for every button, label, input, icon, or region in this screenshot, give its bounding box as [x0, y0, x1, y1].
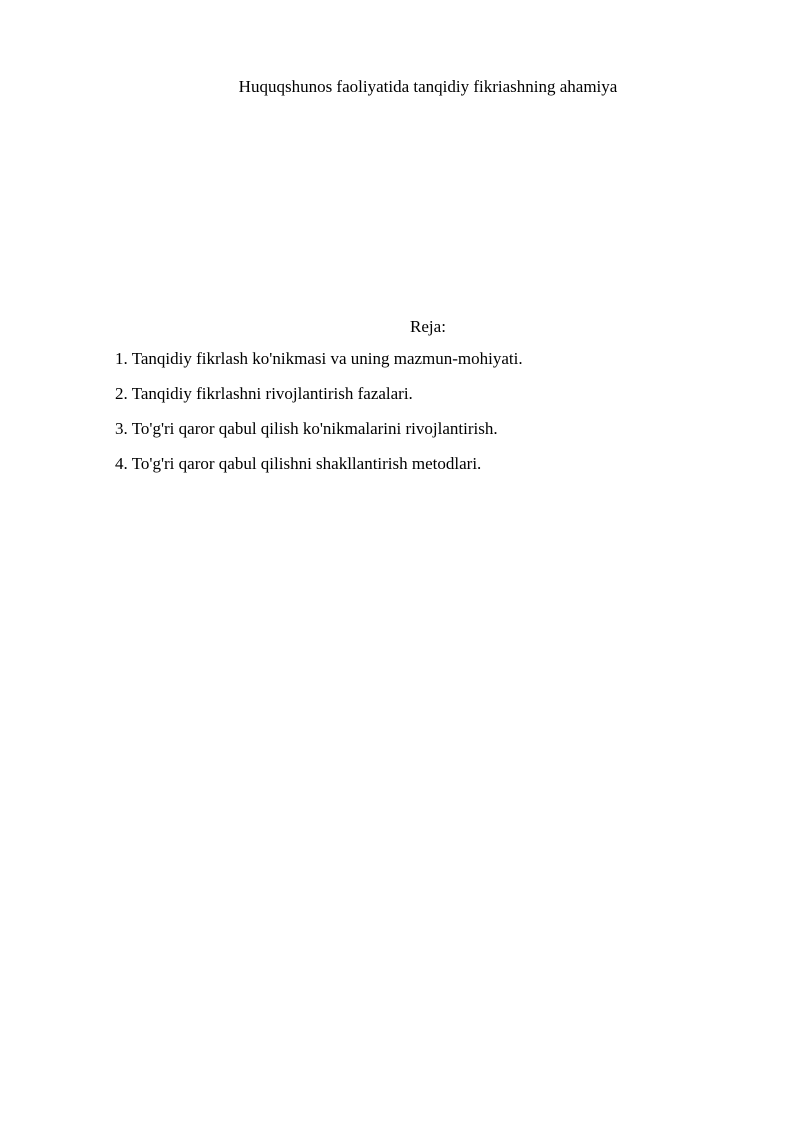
- plan-heading: Reja:: [410, 317, 446, 336]
- plan-item-4: 4. To'g'ri qaror qabul qilishni shakllantirish metodlari.: [115, 454, 482, 473]
- plan-item-2: 2. Tanqidiy fikrlashni rivojlantirish fazalari.: [115, 384, 413, 403]
- plan-item-3: 3. To'g'ri qaror qabul qilish ko'nikmalarini rivojlantirish.: [115, 419, 498, 438]
- plan-item-1: 1. Tanqidiy fikrlash ko'nikmasi va uning mazmun-mohiyati.: [115, 349, 523, 368]
- document-title: Huquqshunos faoliyatida tanqidiy fikriashning ahamiya: [238, 77, 618, 96]
- plan-list: [115, 348, 523, 488]
